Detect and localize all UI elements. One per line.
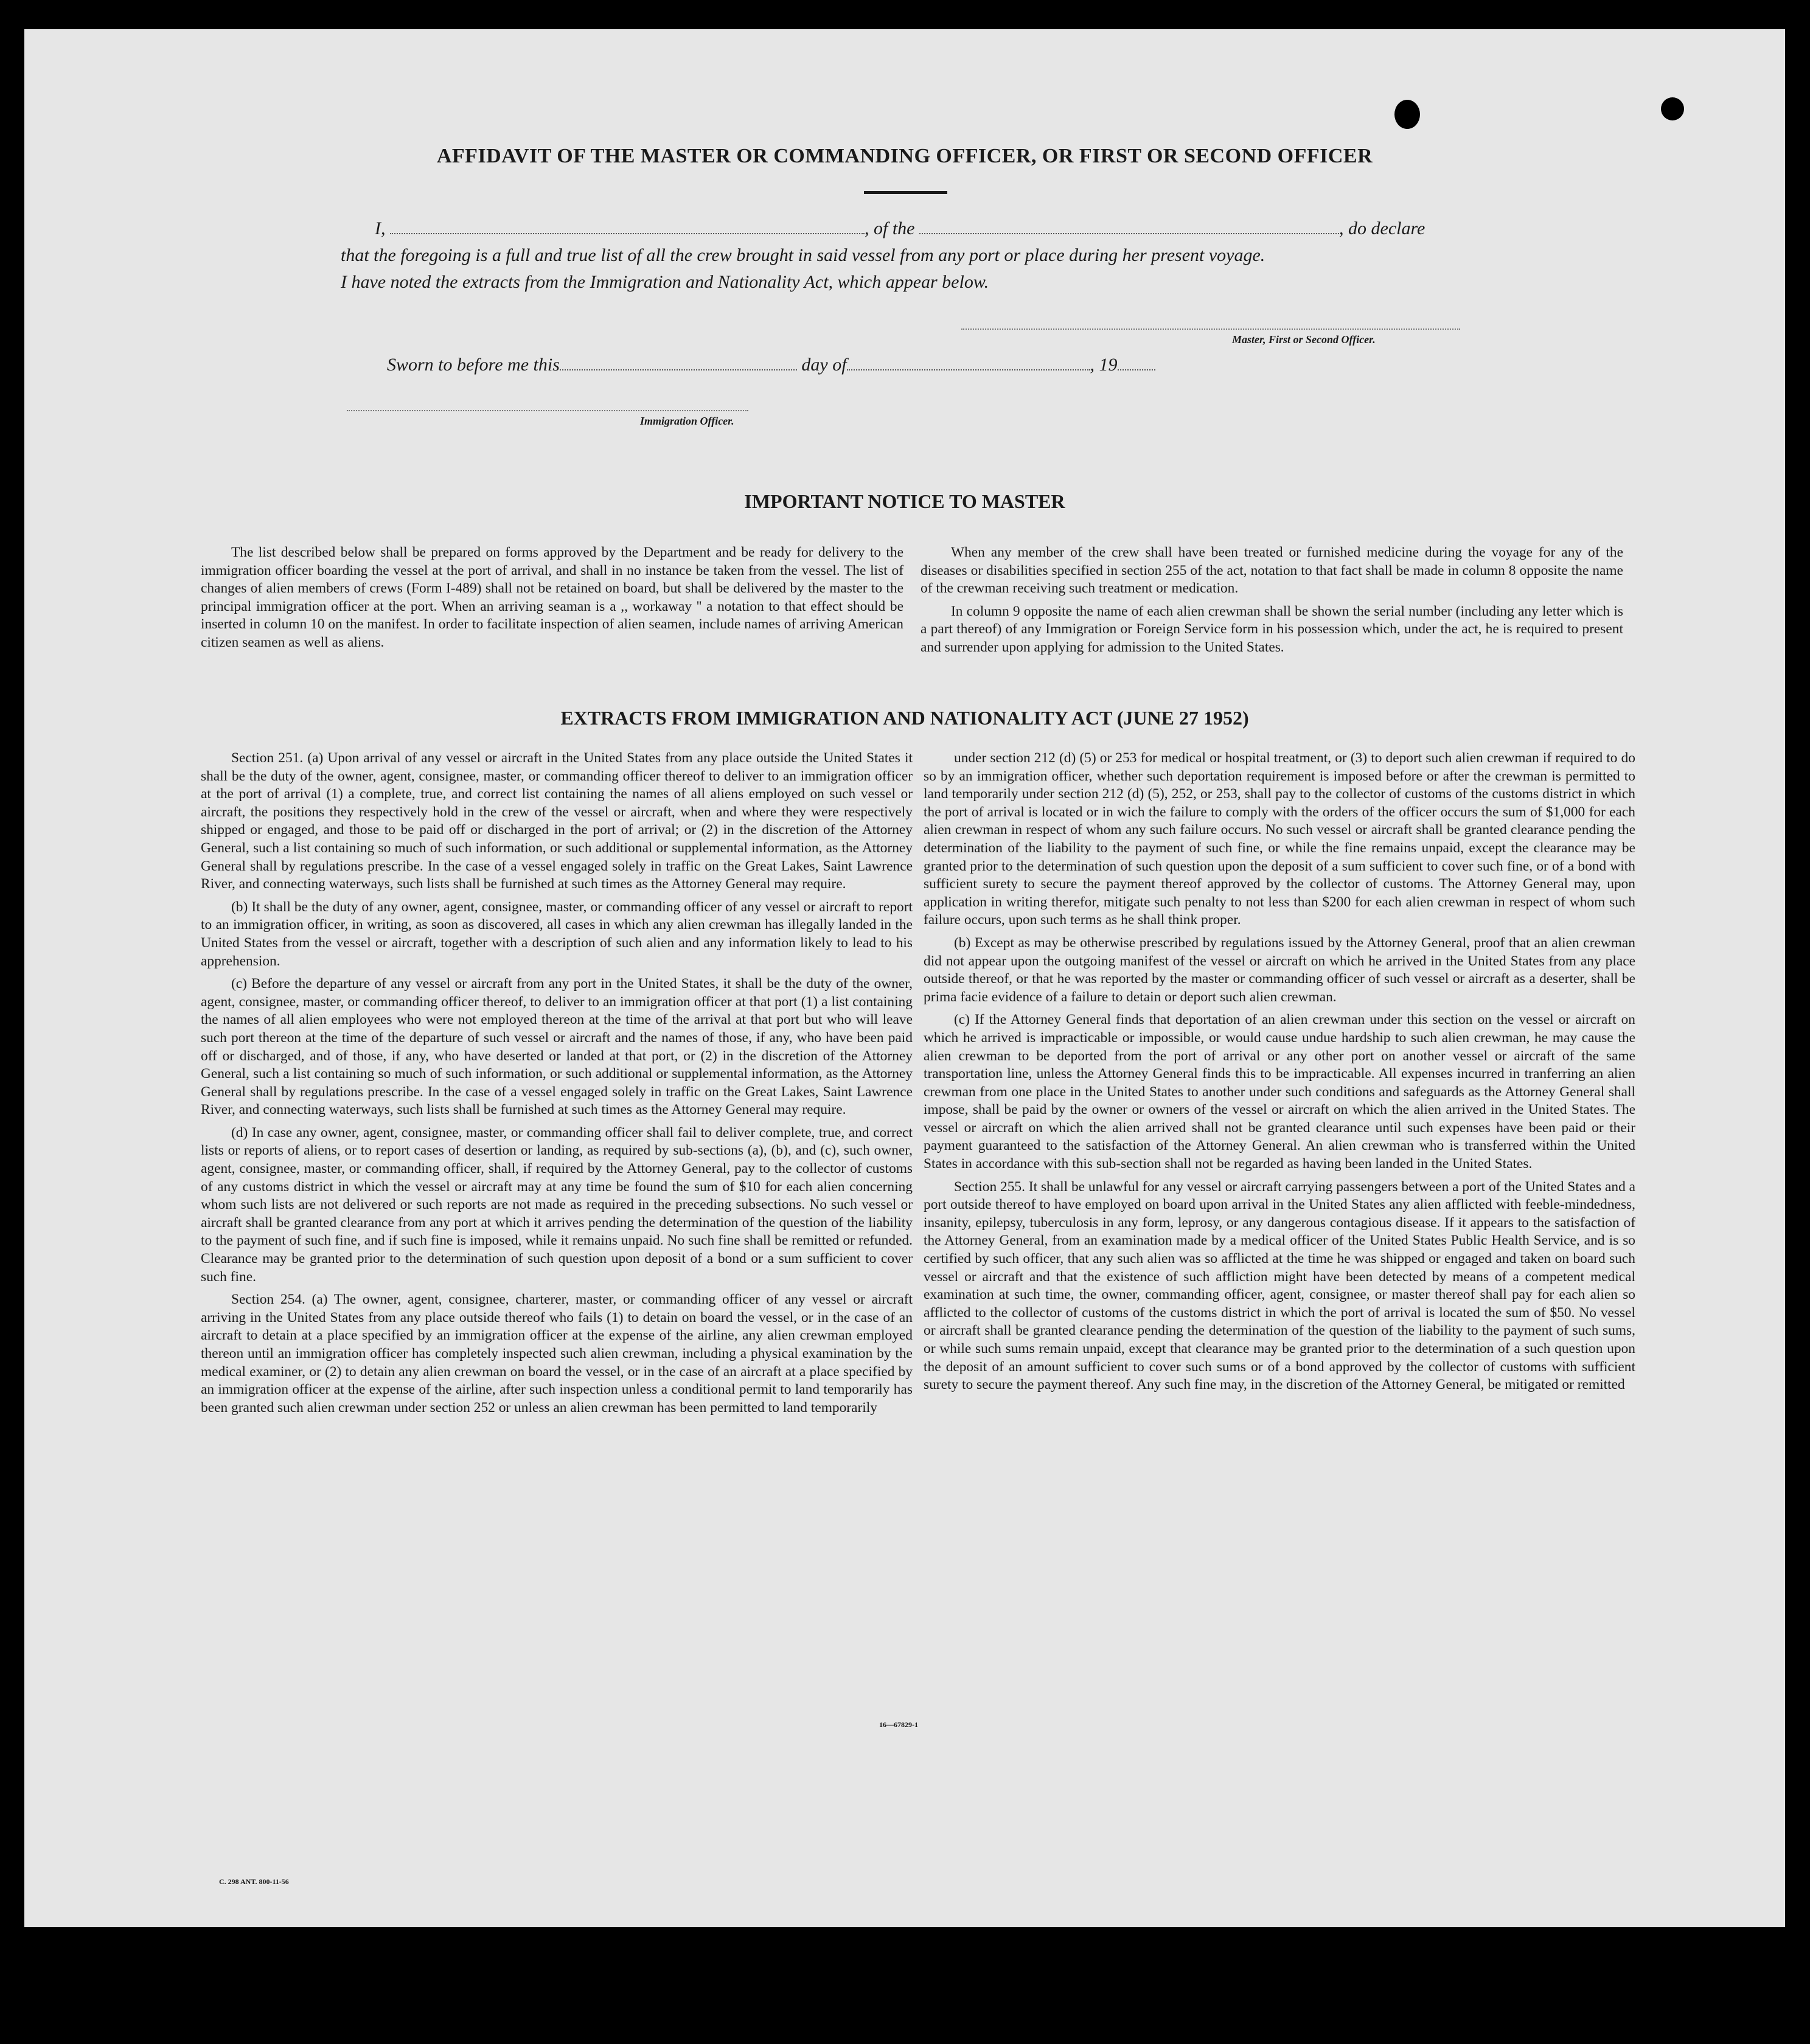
day-of-text: day of: [801, 355, 847, 375]
name-blank: [390, 217, 865, 234]
declaration-line-3: I have noted the extracts from the Immigration and Nationality Act, which appear below.: [341, 272, 989, 292]
extract-paragraph: Section 254. (a) The owner, agent, consignee, charterer, master, or commanding officer of any vessel or aircraft arriving in the United States from any place outside thereof who fails (1) to detain on board the vessel, or in the case of an aircraft to detain at a place specified by an immigration officer at the expense of the airline, any alien crewman employed thereon until an immigration officer has completely inspected such alien crewman, including a physical examination by the medical examiner, or (2) to detain any alien crewman on board the vessel, or in the case of an aircraft at a place specified by an immigration officer at the expense of the airline, after such inspection unless a conditional permit to land temporarily has been granted such alien crewman under section 252 or unless an alien crewman has been permitted to land temporarily: [201, 1291, 913, 1416]
print-code: 16—67829-1: [879, 1720, 918, 1729]
extract-paragraph: (c) If the Attorney General finds that deportation of an alien crewman under this section on the vessel or aircraft on which he arrived is impracticable or impossible, or would cause undue hardship to such alien crewman, he may cause the alien crewman to be deported from the port of arrival or any other port on another vessel or aircraft of the same transportation line, unless the Attorney General finds this to be impracticable. All expenses incurred in tranferring an alien crewman from one place in the United States to another under such conditions and safeguards as the Attorney General shall impose, shall be paid by the owner or owners of the vessel or aircraft on which the alien arrived in the United States. The vessel or aircraft on which the alien arrived shall not be granted clearance until such expenses have been paid or their payment guaranteed to the satisfaction of the Attorney General. An alien crewman who is transferred within the United States in accordance with this sub-section shall not be regarded as having been landed in the United States.: [924, 1012, 1635, 1172]
year-text: , 19: [1090, 355, 1118, 375]
extract-paragraph: (b) Except as may be otherwise prescribed by regulations issued by the Attorney General, proof that an alien crewman did not appear upon the outgoing manifest of the vessel or aircraft on which he arrived in the United States from any place outside thereof, or that he was reported by the master or commanding officer of such vessel or aircraft as a deserter, shall be prima facie evidence of a failure to detain or deport such alien crewman.: [924, 934, 1635, 1005]
extract-paragraph: Section 255. It shall be unlawful for any vessel or aircraft carrying passengers between a port of the United States and a port outside thereof to have employed on board upon arrival in the United States any alien afflicted with feeble-mindedness, insanity, epilepsy, tuberculosis in any form, leprosy, or any dangerous contagious disease. If it appears to the satisfaction of the Attorney General, from an examination made by a medical officer of the United States Public Health Service, and is so certified by such officer, that any such alien was so afflicted at the time he was shipped or engaged and taken on board such vessel or aircraft and that the existence of such affliction might have been detected by means of a competent medical examination at such time, the owner, commanding officer, agent, consignee, or master thereof shall pay for each alien so afflicted to the collector of customs of the customs district in which the port of arrival is located the sum of $50. No vessel or aircraft shall be granted clearance pending the determination of the question of the liability to the payment of such sums, or while such sums remain unpaid, except that clearance may be granted prior to the determination of a such question upon the deposit of an amount sufficient to cover such sums or of a bond approved by the collector of customs with sufficient surety to secure the payment thereof. Any such fine may, in the discretion of the Attorney General, be mitigated or remitted: [924, 1178, 1635, 1393]
extract-paragraph: (c) Before the departure of any vessel or aircraft from any port in the United States, it shall be the duty of the owner, agent, consignee, master, or commanding officer thereof, to deliver to an immigration officer at that port (1) a list containing the names of all alien employees who were not employed thereon at the time of the arrival at that port but who will leave such port thereon at the time of the departure of such vessel or aircraft and the names of those, if any, who have been paid off or discharged, and of those, if any, who have deserted or landed at that port, or (2) in the discretion of the Attorney General, such a list containing so much of such information, or such additional or supplemental information, as the Attorney General shall by regulations prescribe. In the case of a vessel engaged solely in traffic on the Great Lakes, Saint Lawrence River, and connecting waterways, such lists shall be furnished at such times as the Attorney General may require.: [201, 976, 913, 1118]
notice-left-column: [201, 544, 903, 657]
extracts-heading: EXTRACTS FROM IMMIGRATION AND NATIONALITY ACT (JUNE 27 1952): [560, 707, 1249, 729]
sworn-line: [387, 352, 1155, 378]
sworn-text: Sworn to before me this: [387, 355, 560, 375]
extracts-left-column: [201, 749, 913, 1422]
declaration-i: I,: [375, 218, 386, 238]
vessel-blank: [919, 217, 1339, 234]
declaration-line-2: that the foregoing is a full and true list of all the crew brought in said vessel from any port or place during her present voyage.: [341, 245, 1265, 265]
document-page: [24, 29, 1785, 1927]
day-blank: [560, 353, 797, 370]
notice-right-column: [921, 544, 1623, 662]
notice-paragraph: When any member of the crew shall have been treated or furnished medicine during the voyage for any of the diseases or disabilities specified in section 255 of the act, notation to that fact shall be made in column 8 opposite the name of the crewman receiving such treatment or medication.: [921, 544, 1623, 597]
affidavit-title: AFFIDAVIT OF THE MASTER OR COMMANDING OFFICER, OR FIRST OR SECOND OFFICER: [436, 145, 1373, 167]
notice-heading: IMPORTANT NOTICE TO MASTER: [744, 490, 1065, 512]
title-rule: [864, 191, 947, 194]
extract-paragraph: Section 251. (a) Upon arrival of any vessel or aircraft in the United States from any place outside the United States it shall be the duty of the owner, agent, consignee, master, or commanding officer thereof to deliver to an immigration officer at the port of arrival (1) a complete, true, and correct list containing the names of all aliens employed on such vessel or aircraft, the positions they respectively hold in the crew of the vessel or aircraft, when and where they were respectively shipped or engaged, and those to be paid off or discharged in the port of arrival; or (2) in the discretion of the Attorney General, such a list containing so much of such information, or such additional or supplemental information, as the Attorney General shall by regulations prescribe. In the case of a vessel engaged solely in traffic on the Great Lakes, Saint Lawrence River, and connecting waterways, such lists shall be furnished at such times as the Attorney General may require.: [201, 750, 913, 892]
month-blank: [847, 353, 1090, 370]
signature-caption: Master, First or Second Officer.: [1232, 333, 1376, 346]
extract-paragraph: under section 212 (d) (5) or 253 for medical or hospital treatment, or (3) to deport such alien crewman if required to do so by an immigration officer, whether such deportation requirement is imposed before or after the crewman is permitted to land temporarily under section 212 (d) (5), 252, or 253, shall pay to the collector of customs of the customs district in which the port of arrival is located or in wich the failure to comply with the orders of the officer occurs the sum of $1,000 for each alien crewman in respect of whom any such failure occurs. No such vessel or aircraft shall be granted clearance pending the determination of the liability to the payment of such fine, or while the fine remains unpaid, except the clearance may be granted prior to the determination of such question upon the deposit of a sum sufficient to cover such fine, or of a bond with sufficient surety to secure the payment thereof approved by the collector of customs. The Attorney General may, upon application in writing therefor, mitigate such penalty to not less than $200 for each alien crewman in respect of whom such failure occurs, upon such terms as he shall think proper.: [924, 750, 1635, 928]
officer-signature-line: [347, 410, 748, 411]
punch-hole: [1394, 100, 1420, 129]
signature-line: [961, 328, 1460, 330]
officer-caption: Immigration Officer.: [640, 415, 734, 427]
declaration-line-1: [375, 215, 1425, 242]
notice-paragraph: The list described below shall be prepared on forms approved by the Department and be ready for delivery to the immigration officer boarding the vessel at the port of arrival, and shall in no instance be taken from the vessel. The list of changes of alien members of crews (Form I-489) shall not be retained on board, but shall be delivered by the master to the principal immigration officer at the port. When an arriving seaman is a ,, workaway '' a notation to that effect should be inserted in column 10 on the manifest. In order to facilitate inspection of alien seamen, include names of arriving American citizen seamen as well as aliens.: [201, 544, 903, 650]
extracts-right-column: [924, 749, 1635, 1399]
declaration-of-the: , of the: [865, 218, 915, 238]
extract-paragraph: (b) It shall be the duty of any owner, agent, consignee, master, or commanding officer of any vessel or aircraft to report to an immigration officer, in writing, as soon as discovered, all cases in which any alien crewman has illegally landed in the United States from the vessel or aircraft, together with a description of such alien and any information likely to lead to his apprehension.: [201, 899, 913, 969]
extract-paragraph: (d) In case any owner, agent, consignee, master, or commanding officer shall fail to deliver complete, true, and correct lists or reports of aliens, or to report cases of desertion or landing, as required by sub-sections (a), (b), and (c), such owner, agent, consignee, master, or commanding officer, shall, if required by the Attorney General, pay to the collector of customs of any customs district in which the vessel or aircraft may at any time be found the sum of $10 for each alien concerning whom such lists are not delivered or such reports are not made as required in the preceding subsections. No such vessel or aircraft shall be granted clearance from any port at which it arrives pending the determination of the question of the liability to the payment of such fine, and if such fine is imposed, while it remains unpaid. No such fine shall be remitted or refunded. Clearance may be granted prior to the determination of such question upon deposit of a bond or a sum sufficient to cover such fine.: [201, 1124, 913, 1285]
form-code: C. 298 ANT. 800-11-56: [219, 1877, 289, 1886]
declaration-do-declare: , do declare: [1339, 218, 1425, 238]
year-blank: [1118, 353, 1155, 370]
punch-hole: [1661, 97, 1684, 120]
notice-paragraph: In column 9 opposite the name of each alien crewman shall be shown the serial number (including any letter which is a part thereof) of any Immigration or Foreign Service form in his possession which, under the act, he is required to present and surrender upon applying for admission to the United States.: [921, 603, 1623, 655]
